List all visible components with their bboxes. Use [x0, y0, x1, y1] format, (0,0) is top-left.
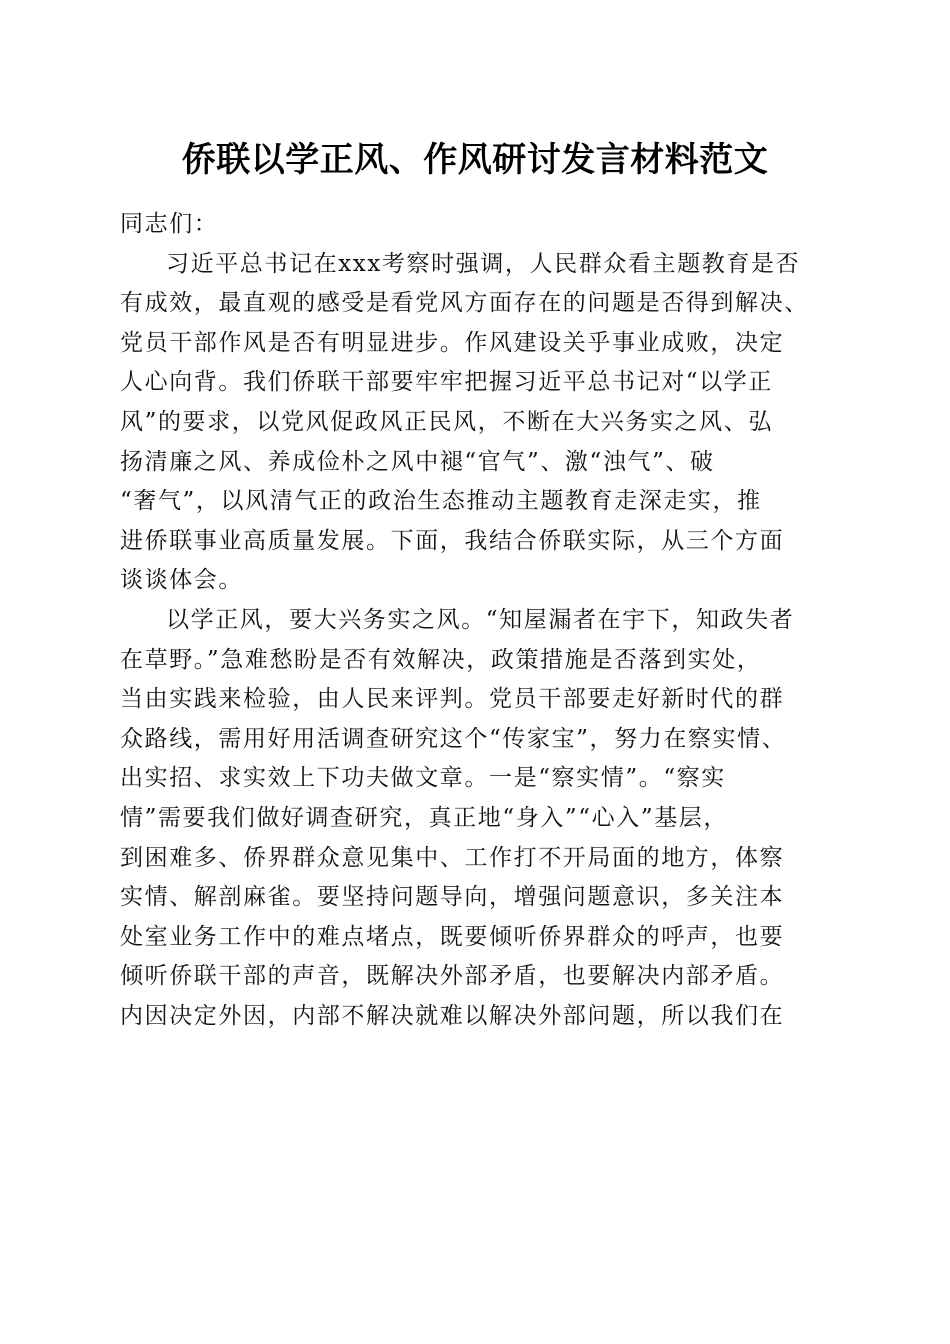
document-title: 侨联以学正风、作风研讨发言材料范文	[181, 140, 769, 180]
paragraph-line: 情”需要我们做好调查研究，真正地“身入”“心入”基层，	[120, 804, 728, 831]
paragraph-line: 众路线，需用好用活调查研究这个“传家宝”，努力在察实情、	[120, 725, 787, 752]
paragraph-line: 谈谈体会。	[120, 567, 243, 594]
document-body	[120, 205, 832, 1036]
paragraph-2	[120, 601, 832, 1037]
paragraph-line: 人心向背。我们侨联干部要牢牢把握习近平总书记对“以学正	[120, 369, 773, 396]
paragraph-line: 当由实践来检验，由人民来评判。党员干部要走好新时代的群	[120, 686, 785, 713]
paragraph-line: “奢气”，以风清气正的政治生态推动主题教育走深走实，推	[120, 488, 762, 515]
paragraph-line: 进侨联事业高质量发展。下面，我结合侨联实际，从三个方面	[120, 527, 785, 554]
paragraph-line: 到困难多、侨界群众意见集中、工作打不开局面的地方，体察	[120, 844, 785, 871]
paragraph-line: 扬清廉之风、养成俭朴之风中褪“官气”、激“浊气”、破	[120, 448, 715, 475]
paragraph-line: 内因决定外因，内部不解决就难以解决外部问题，所以我们在	[120, 1002, 785, 1029]
paragraph-line: 在草野。”急难愁盼是否有效解决，政策措施是否落到实处，	[120, 646, 762, 673]
paragraph-line: 党员干部作风是否有明显进步。作风建设关乎事业成败，决定	[120, 329, 785, 356]
salutation: 同志们：	[120, 211, 219, 237]
paragraph-line: 倾听侨联干部的声音，既解决外部矛盾，也要解决内部矛盾。	[120, 963, 785, 990]
paragraph-line: 实情、解剖麻雀。要坚持问题导向，增强问题意识，多关注本	[120, 884, 785, 911]
paragraph-line: 出实招、求实效上下功夫做文章。一是“察实情”。“察实	[120, 765, 726, 792]
paragraph-line: 处室业务工作中的难点堵点，既要倾听侨界群众的呼声，也要	[120, 923, 785, 950]
paragraph-line: 风”的要求，以党风促政风正民风，不断在大兴务实之风、弘	[120, 408, 773, 435]
paragraph-line: 以学正风，要大兴务实之风。“知屋漏者在宇下，知政失者	[166, 606, 795, 633]
paragraph-line: 习近平总书记在xxx考察时强调，人民群众看主题教育是否	[166, 250, 801, 277]
paragraph-1	[120, 245, 832, 601]
paragraph-line: 有成效，最直观的感受是看党风方面存在的问题是否得到解决、	[120, 290, 809, 317]
